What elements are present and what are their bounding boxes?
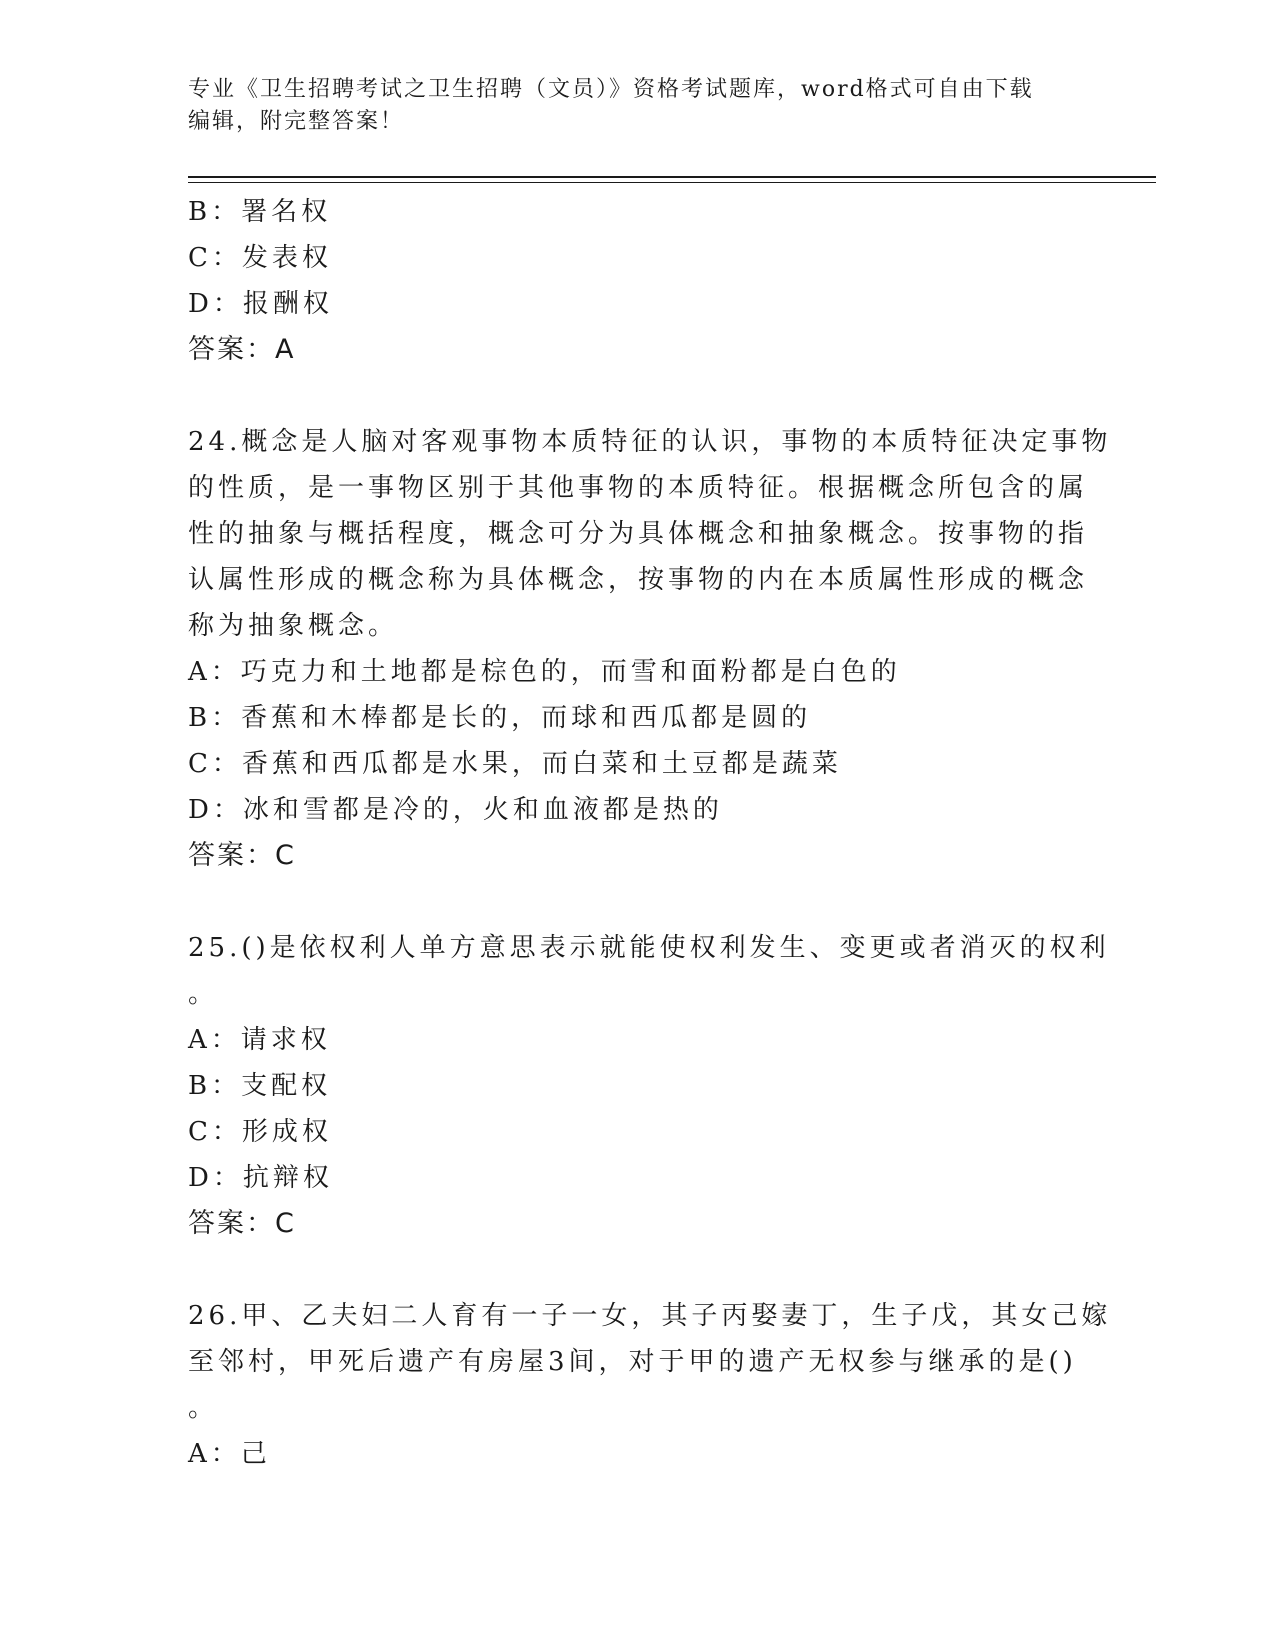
spacer [188, 1247, 1068, 1293]
option-d: D：抗辩权 [188, 1163, 333, 1193]
stem-line: 。 [188, 979, 219, 1009]
stem-line: 24.概念是人脑对客观事物本质特征的认识，事物的本质特征决定事物 [188, 427, 1112, 457]
stem-line: 26.甲、乙夫妇二人育有一子一女，其子丙娶妻丁，生子戊，其女己嫁 [188, 1301, 1112, 1331]
stem-line: 至邻村，甲死后遗产有房屋3间，对于甲的遗产无权参与继承的是() [188, 1347, 1077, 1377]
question-stem [188, 1293, 1112, 1431]
spacer [188, 373, 1068, 419]
stem-line: 认属性形成的概念称为具体概念，按事物的内在本质属性形成的概念 [188, 565, 1089, 595]
stem-line: 性的抽象与概括程度，概念可分为具体概念和抽象概念。按事物的指 [188, 519, 1089, 549]
answer: 答案：A [188, 334, 296, 365]
question-25 [188, 925, 1110, 1247]
answer: 答案：C [188, 840, 296, 871]
answer: 答案：C [188, 1208, 296, 1239]
option-c: C：形成权 [188, 1117, 332, 1147]
header-line-1: 专业《卫生招聘考试之卫生招聘（文员）》资格考试题库，word格式可自由下载 [188, 77, 1034, 102]
option-c: C：发表权 [188, 243, 332, 273]
header-divider-thin [188, 182, 1156, 183]
option-a: A：己 [188, 1439, 271, 1469]
stem-line: 25.()是依权利人单方意思表示就能使权利发生、变更或者消灭的权利 [188, 933, 1110, 963]
header-divider-thick [188, 176, 1156, 178]
option-d: D：冰和雪都是冷的，火和血液都是热的 [188, 795, 723, 825]
stem-line: 。 [188, 1393, 219, 1423]
stem-line: 称为抽象概念。 [188, 611, 399, 641]
stem-line: 的性质，是一事物区别于其他事物的本质特征。根据概念所包含的属 [188, 473, 1089, 503]
option-a: A：巧克力和土地都是棕色的，而雪和面粉都是白色的 [188, 657, 901, 687]
document-header [188, 74, 1088, 138]
question-23-tail [188, 189, 1068, 373]
question-24 [188, 419, 1112, 879]
option-b: B：署名权 [188, 197, 332, 227]
spacer [188, 879, 1068, 925]
option-b: B：香蕉和木棒都是长的，而球和西瓜都是圆的 [188, 703, 812, 733]
option-b: B：支配权 [188, 1071, 332, 1101]
option-c: C：香蕉和西瓜都是水果，而白菜和土豆都是蔬菜 [188, 749, 842, 779]
question-stem [188, 419, 1112, 649]
header-line-2: 编辑，附完整答案！ [188, 109, 405, 134]
question-content [188, 189, 1112, 1477]
question-26 [188, 1293, 1112, 1477]
option-a: A：请求权 [188, 1025, 331, 1055]
option-d: D：报酬权 [188, 289, 333, 319]
question-stem [188, 925, 1110, 1017]
